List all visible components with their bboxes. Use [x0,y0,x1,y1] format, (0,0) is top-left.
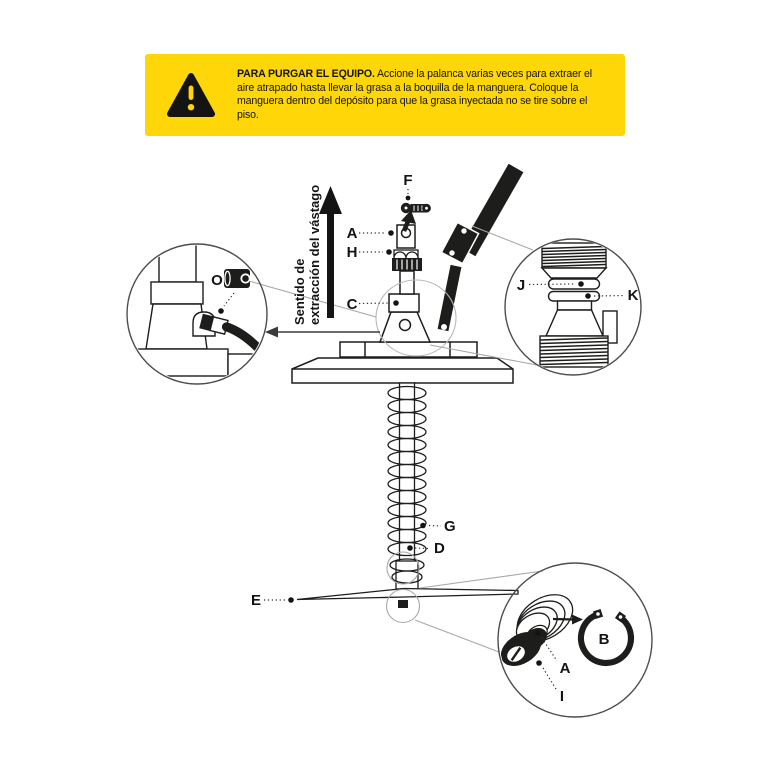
pump-head [380,294,430,342]
label-f: F [403,172,413,189]
grease-gun-main-assembly [292,164,526,608]
clevis-pin-f [401,203,431,213]
link-pivot-rivet [441,324,447,330]
label-d: D [434,540,445,557]
reservoir-lid [292,342,513,383]
warning-title: PARA PURGAR EL EQUIPO. [237,68,375,80]
hose-pointer-arrow [265,327,380,338]
label-j: J [516,277,526,294]
label-i: I [559,688,565,705]
label-a-top: A [346,225,358,242]
label-e: E [250,592,262,609]
label-h: H [346,244,358,261]
label-a-bottom: A [559,660,571,677]
fitting-ring-j [549,279,600,289]
direction-arrow-icon [319,186,342,318]
direction-label-line2: extracción del vástago [307,184,322,325]
direction-label-line1: Sentido de [292,258,307,325]
handle-rivet [461,228,466,233]
fitting-ring-k [549,292,600,302]
label-k: K [627,287,639,304]
packing-nut-h [392,250,422,271]
detail-circle-fitting [505,239,641,375]
hose-coupler-o [224,269,250,288]
label-o: O [211,272,223,289]
warning-body: Accione la palanca varias veces para extraer el aire atrapado hasta llevar la grasa a la boquilla de la manguera. Coloque la manguera dentro del depósito para que la grasa inyectada no se tire sobre el piso. [237,68,592,121]
handle-rivet [449,250,454,255]
spring-rod-d [400,383,415,565]
lever-handle [438,164,524,331]
label-b: B [598,631,610,648]
jack-collar [151,282,203,304]
yoke-pivot-hole [400,320,411,331]
extraction-direction [292,185,342,325]
label-g: G [444,518,456,535]
piston-end-square [398,600,408,608]
jack-base-step [228,354,254,376]
label-c: C [346,296,358,313]
detail-circle-piston [495,563,652,717]
